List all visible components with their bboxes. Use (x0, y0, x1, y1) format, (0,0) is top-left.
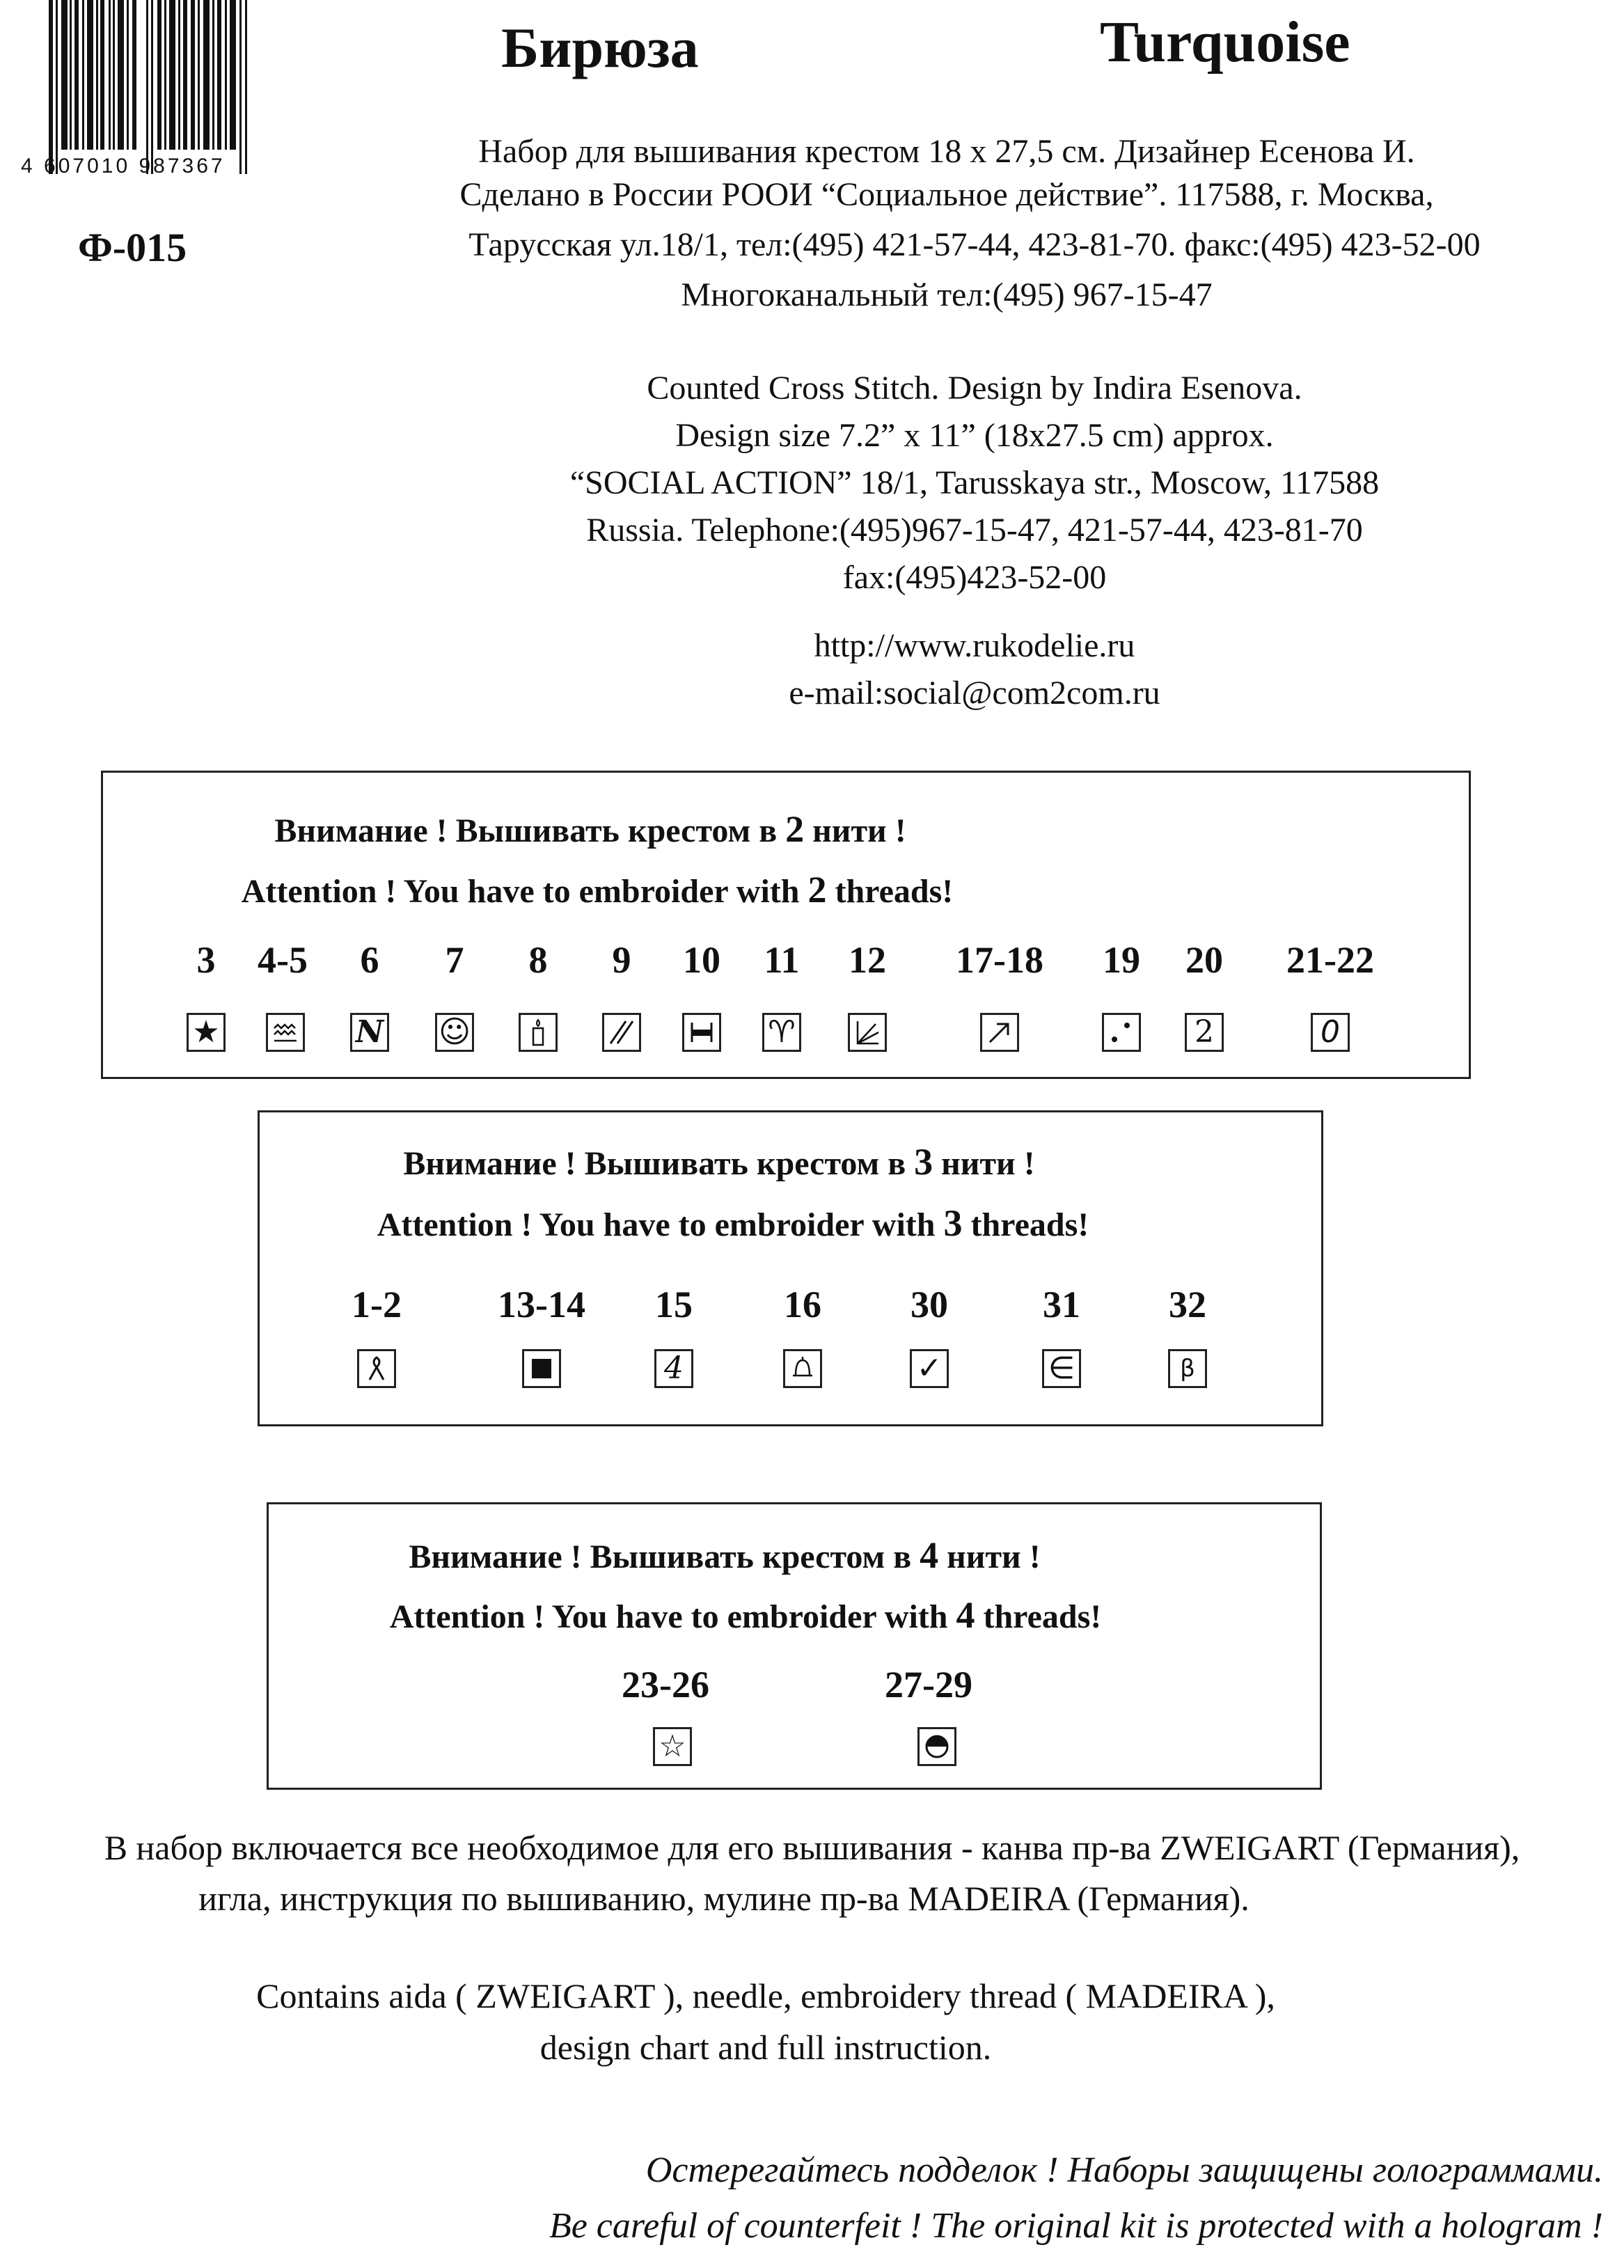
color-code: 3 (196, 939, 216, 981)
color-code: 17-18 (956, 939, 1043, 981)
color-code: 20 (1185, 939, 1223, 981)
box-title-en: Attention ! You have to embroider with 3 threads! (377, 1202, 1089, 1244)
en-info-line: Design size 7.2” x 11” (18x27.5 cm) approx. (675, 417, 1274, 454)
box-title-ru: Внимание ! Вышивать крестом в 2 нити ! (274, 808, 906, 850)
digit-two-icon: 2 (1185, 1013, 1224, 1052)
box-title-en: Attention ! You have to embroider with 4 threads! (389, 1594, 1102, 1636)
thread-box-4 (267, 1502, 1322, 1790)
bell-icon (783, 1349, 822, 1388)
arrow-up-right-icon (980, 1013, 1019, 1052)
contents-en-line: design chart and full instruction. (539, 2028, 992, 2067)
dots-icon (1102, 1013, 1141, 1052)
color-code: 6 (360, 939, 379, 981)
aries-icon: ♈ (762, 1013, 801, 1052)
color-code: 9 (612, 939, 631, 981)
color-code: 12 (849, 939, 886, 981)
color-code: 21-22 (1286, 939, 1374, 981)
color-code: 11 (764, 939, 800, 981)
digit-four-icon: 4 (654, 1349, 693, 1388)
website-link[interactable]: http://www.rukodelie.ru (814, 627, 1135, 664)
color-code: 23-26 (622, 1664, 709, 1706)
color-code: 31 (1043, 1284, 1080, 1325)
half-circle-icon (917, 1727, 956, 1766)
element-of-icon: ∈ (1042, 1349, 1081, 1388)
box-title-ru: Внимание ! Вышивать крестом в 4 нити ! (409, 1534, 1041, 1576)
star-filled-icon: ★ (187, 1013, 226, 1052)
color-code: 13-14 (498, 1284, 585, 1325)
ribbon-icon (357, 1349, 396, 1388)
ru-info-line: Многоканальный тел:(495) 967-15-47 (681, 276, 1213, 313)
star-outline-icon: ☆ (653, 1727, 692, 1766)
counterfeit-warning-ru: Остерегайтесь подделок ! Наборы защищены голограммами. (645, 2150, 1603, 2190)
color-code: 10 (683, 939, 720, 981)
barcode (49, 0, 258, 174)
square-filled-icon (522, 1349, 561, 1388)
color-code: 7 (445, 939, 464, 981)
color-code: 16 (784, 1284, 821, 1325)
waves-icon (266, 1013, 305, 1052)
color-code: 4-5 (258, 939, 308, 981)
color-code: 8 (528, 939, 548, 981)
thread-box-2 (101, 771, 1471, 1079)
counterfeit-warning-en: Be careful of counterfeit ! The original kit is protected with a hologram ! (549, 2206, 1603, 2246)
double-slash-icon (602, 1013, 641, 1052)
h-bar-icon (682, 1013, 721, 1052)
en-info-line: fax:(495)423-52-00 (842, 559, 1107, 596)
color-code: 1-2 (352, 1284, 402, 1325)
title-ru: Бирюза (501, 16, 699, 79)
email-link[interactable]: e-mail:social@com2com.ru (789, 675, 1160, 711)
contents-ru-line: В набор включается все необходимое для его вышивания - канва пр-ва ZWEIGART (Германия), (104, 1828, 1520, 1867)
color-code: 27-29 (885, 1664, 972, 1706)
en-info-line: Counted Cross Stitch. Design by Indira Esenova. (647, 370, 1302, 407)
ru-info-line: Тарусская ул.18/1, тел:(495) 421-57-44, 423-81-70. факс:(495) 423-52-00 (468, 226, 1481, 263)
en-info-line: “SOCIAL ACTION” 18/1, Tarusskaya str., Moscow, 117588 (569, 464, 1380, 501)
candle-icon (519, 1013, 558, 1052)
color-code: 32 (1169, 1284, 1206, 1325)
smiley-icon: ☺ (435, 1013, 474, 1052)
barcode-number: 4 607010 987367 (21, 155, 226, 178)
arrow-lines-icon (848, 1013, 887, 1052)
box-title-ru: Внимание ! Вышивать крестом в 3 нити ! (403, 1141, 1035, 1183)
letter-n-icon: N (350, 1013, 389, 1052)
color-code: 15 (655, 1284, 693, 1325)
title-en: Turquoise (1100, 10, 1350, 74)
check-icon: ✓ (910, 1349, 949, 1388)
thread-box-3 (258, 1110, 1323, 1426)
contents-ru-line: игла, инструкция по вышиванию, мулине пр-ва MADEIRA (Германия). (198, 1879, 1249, 1918)
contents-en-line: Contains aida ( ZWEIGART ), needle, embroidery thread ( MADEIRA ), (256, 1976, 1275, 2015)
en-info-line: Russia. Telephone:(495)967-15-47, 421-57-44, 423-81-70 (586, 512, 1363, 549)
ru-info-line: Набор для вышивания крестом 18 х 27,5 см. Дизайнер Есенова И. (478, 133, 1415, 170)
beta-icon: β (1168, 1349, 1207, 1388)
ru-info-line: Сделано в России РООИ “Социальное действие”. 117588, г. Москва, (459, 176, 1434, 213)
color-code: 30 (910, 1284, 948, 1325)
zero-icon: 0 (1311, 1013, 1350, 1052)
box-title-en: Attention ! You have to embroider with 2 threads! (241, 869, 954, 911)
article-number: Ф-015 (78, 225, 187, 270)
color-code: 19 (1103, 939, 1140, 981)
